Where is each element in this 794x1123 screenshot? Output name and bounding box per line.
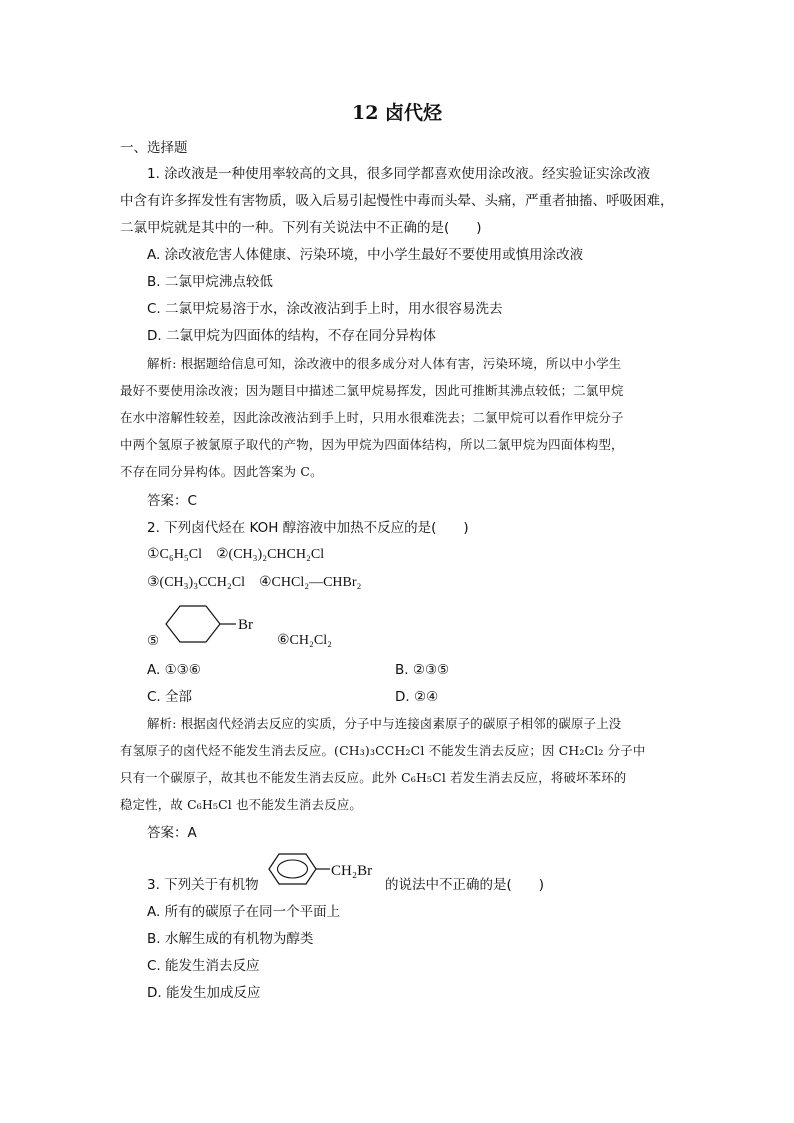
q3-option-b: B. 水解生成的有机物为醇类 (147, 931, 314, 947)
q1-explanation-line-5: 不存在同分异构体。因此答案为 C。 (120, 464, 323, 479)
q1-stem-line-3: 二氯甲烷就是其中的一种。下列有关说法中不正确的是( ) (120, 220, 482, 236)
aromatic-circle-icon (278, 860, 308, 878)
q2-items-line-1: ①C₆H₅Cl ②(CH₃)₂CHCH₂Cl (147, 547, 325, 562)
q1-stem-line-2: 中含有许多挥发性有害物质，吸入后易引起慢性中毒而头晕、头痛，严重者抽搐、呼吸困难， (120, 193, 674, 209)
substituent-label: CH₂Br (331, 863, 373, 879)
page-title: 12 卤代烃 (351, 102, 443, 124)
q1-option-b: B. 二氯甲烷沸点较低 (147, 274, 273, 290)
bromine-label: Br (238, 617, 253, 633)
q3-option-d: D. 能发生加成反应 (147, 985, 261, 1001)
q1-explanation-line-4: 中两个氢原子被氯原子取代的产物，因为甲烷为四面体结构，所以二氯甲烷为四面体构型， (120, 437, 624, 452)
q1-option-a: A. 涂改液危害人体健康、污染环境，中小学生最好不要使用或慎用涂改液 (147, 247, 584, 263)
q3-stem-suffix: 的说法中不正确的是( ) (385, 877, 545, 893)
q1-explanation-label: 解析 (147, 356, 173, 371)
q1-explanation-line-3: 在水中溶解性较差，因此涂改液沾到手上时，只用水很难洗去；二氯甲烷可以看作甲烷分子 (120, 410, 624, 425)
q1-explanation-line-2: 最好不要使用涂改液；因为题目中描述二氯甲烷易挥发，因此可推断其沸点较低；二氯甲烷 (120, 383, 624, 398)
q2-explanation-line-1 (147, 715, 621, 733)
cyclohexyl-bromide-structure (162, 600, 262, 650)
cyclohexane-ring-icon (166, 606, 220, 642)
q2-items-line-2: ③(CH₃)₃CCH₂Cl ④CHCl₂—CHBr₂ (147, 575, 362, 590)
q1-stem-line-1: 1. 涂改液是一种使用率较高的文具，很多同学都喜欢使用涂改液。经实验证实涂改液 (147, 166, 651, 182)
q2-stem: 2. 下列卤代烃在 KOH 醇溶液中加热不反应的是( ) (147, 520, 469, 536)
q2-option-b: B. ②③⑤ (395, 662, 450, 678)
benzyl-bromide-structure (266, 850, 386, 890)
q2-explanation-line-4: 稳定性，故 C₆H₅Cl 也不能发生消去反应。 (120, 797, 363, 812)
q2-option-c: C. 全部 (147, 689, 193, 705)
q2-option-d: D. ②④ (395, 689, 439, 705)
q3-stem-prefix: 3. 下列关于有机物 (147, 877, 259, 893)
q3-option-a: A. 所有的碳原子在同一个平面上 (147, 904, 341, 920)
q1-answer: 答案：C (147, 493, 197, 509)
q3-option-c: C. 能发生消去反应 (147, 958, 260, 974)
q2-item5-number: ⑤ (147, 633, 160, 649)
section-heading: 一、选择题 (120, 140, 188, 156)
q2-option-a: A. ①③⑥ (147, 662, 201, 678)
q2-explanation-line-3: 只有一个碳原子，故其也不能发生消去反应。此外 C₆H₅Cl 若发生消去反应，将破坏苯环的 (120, 770, 627, 785)
q2-item6: ⑥CH₂Cl₂ (277, 633, 332, 648)
q1-option-c: C. 二氯甲烷易溶于水，涂改液沾到手上时，用水很容易洗去 (147, 301, 503, 317)
benzene-ring-icon (269, 854, 316, 884)
q2-explanation-label: 解析 (147, 716, 173, 731)
q2-explanation-line-2: 有氢原子的卤代烃不能发生消去反应。(CH₃)₃CCH₂Cl 不能发生消去反应；因 CH₂Cl₂ 分子中 (120, 743, 646, 758)
q2-explanation-text-1: : 根据卤代烃消去反应的实质，分子中与连接卤素原子的碳原子相邻的碳原子上没 (172, 716, 622, 731)
q2-answer: 答案：A (147, 825, 197, 841)
q1-option-d: D. 二氯甲烷为四面体的结构，不存在同分异构体 (147, 328, 436, 344)
q1-explanation-text-1: : 根据题给信息可知，涂改液中的很多成分对人体有害，污染环境，所以中小学生 (172, 356, 622, 371)
q1-explanation-line-1 (147, 355, 621, 373)
